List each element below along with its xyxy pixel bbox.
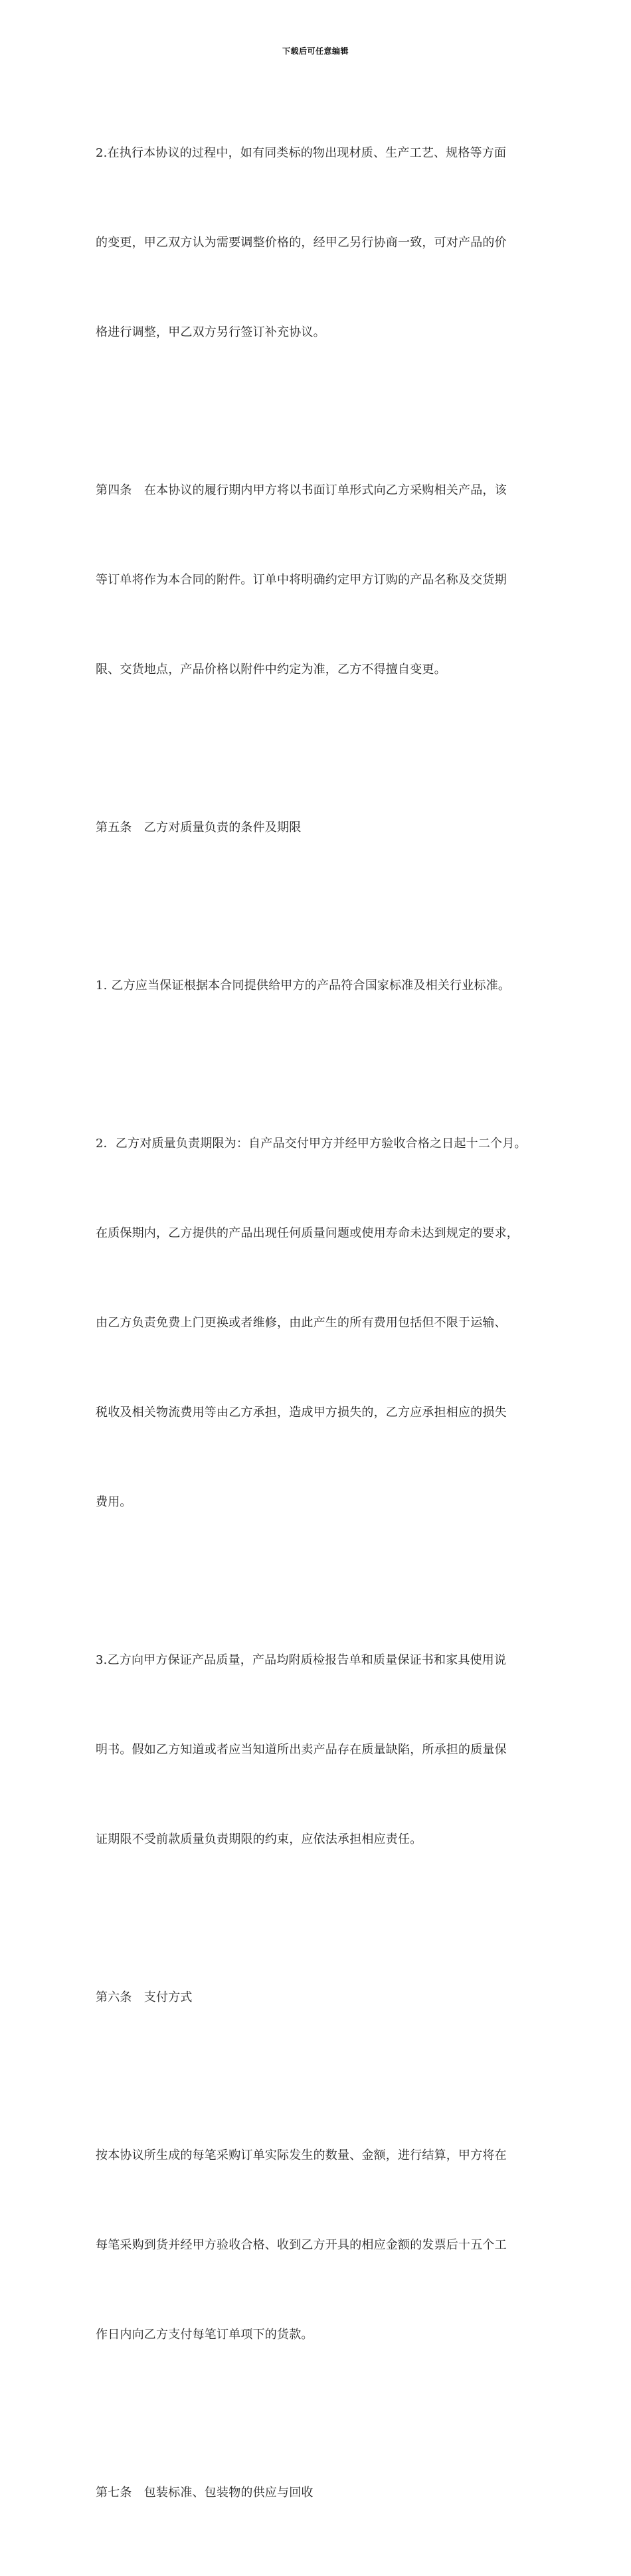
document-body — [96, 78, 547, 2576]
clause-5-item-3 — [96, 1585, 547, 1914]
text-line: 税收及相关物流费用等由乙方承担，造成甲方损失的，乙方应承担相应的损失 — [96, 1406, 507, 1419]
text-line: 在质保期内，乙方提供的产品出现任何质量问题或使用寿命未达到规定的要求， — [96, 1226, 519, 1240]
text-line: 第五条 乙方对质量负责的条件及期限 — [96, 821, 302, 835]
clause-4 — [96, 416, 547, 744]
clause-5-item-1 — [96, 911, 547, 1060]
clause-7-heading — [96, 2418, 547, 2567]
text-line: 限、交货地点，产品价格以附件中约定为准，乙方不得擅自变更。 — [96, 663, 446, 677]
clause-6-heading — [96, 1923, 547, 2072]
text-line: 作日内向乙方支付每笔订单项下的货款。 — [96, 2328, 314, 2342]
text-line: 第七条 包装标准、包装物的供应与回收 — [96, 2486, 314, 2500]
text-line: 费用。 — [96, 1495, 132, 1509]
page-header: 下载后可任意编辑 — [282, 46, 349, 56]
text-line: 每笔采购到货并经甲方验收合格、收到乙方开具的相应金额的发票后十五个工 — [96, 2238, 507, 2252]
text-line: 明书。假如乙方知道或者应当知道所出卖产品存在质量缺陷，所承担的质量保 — [96, 1743, 507, 1757]
text-line: 的变更，甲乙双方认为需要调整价格的，经甲乙另行协商一致，可对产品的价 — [96, 236, 507, 250]
clause-6-body — [96, 2081, 547, 2409]
text-line: 证期限不受前款质量负责期限的约束，应依法承担相应责任。 — [96, 1832, 422, 1846]
text-line: 2.在执行本协议的过程中，如有同类标的物出现材质、生产工艺、规格等方面 — [96, 146, 507, 160]
text-line: 等订单将作为本合同的附件。订单中将明确约定甲方订购的产品名称及交货期 — [96, 573, 507, 587]
text-line: 2．乙方对质量负责期限为：自产品交付甲方并经甲方验收合格之日起十二个月。 — [96, 1137, 527, 1151]
text-line: 3.乙方向甲方保证产品质量，产品均附质检报告单和质量保证书和家具使用说 — [96, 1653, 507, 1667]
clause-5-item-2 — [96, 1069, 547, 1577]
clause-3-item-2 — [96, 78, 547, 407]
text-line: 第四条 在本协议的履行期内甲方将以书面订单形式向乙方采购相关产品，该 — [96, 483, 507, 497]
text-line: 格进行调整，甲乙双方另行签订补充协议。 — [96, 325, 325, 339]
clause-5-heading — [96, 753, 547, 902]
text-line: 第六条 支付方式 — [96, 1990, 193, 2004]
text-line: 1. 乙方应当保证根据本合同提供给甲方的产品符合国家标准及相关行业标准。 — [96, 979, 511, 993]
text-line: 由乙方负责免费上门更换或者维修，由此产生的所有费用包括但不限于运输、 — [96, 1316, 507, 1330]
text-line: 按本协议所生成的每笔采购订单实际发生的数量、金额，进行结算，甲方将在 — [96, 2148, 507, 2162]
